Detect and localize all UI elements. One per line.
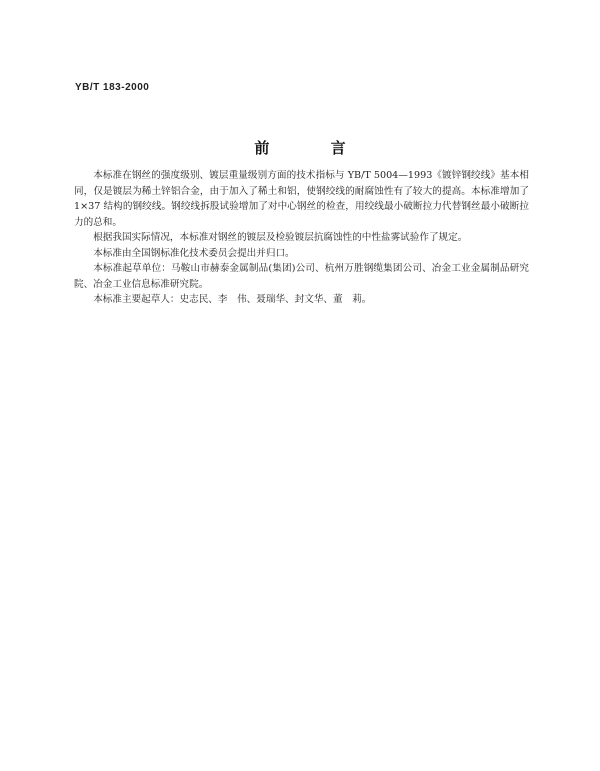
- foreword-body: [74, 168, 529, 308]
- paragraph-salt-spray: 根据我国实际情况，本标准对钢丝的镀层及检验镀层抗腐蚀性的中性盐雾试验作了规定。: [93, 232, 468, 243]
- paragraph-drafters: 本标准主要起草人：史志民、李 伟、聂瑞华、封文华、董 莉。: [93, 294, 372, 305]
- paragraph-drafting-units: 本标准起草单位：马鞍山市赫泰金属制品(集团)公司、杭州万胜钢缆集团公司、冶金工业金属制品研究院、冶金工业信息标准研究院。: [74, 263, 529, 290]
- standard-code: YB/T 183-2000: [75, 82, 150, 93]
- paragraph-technical-scope: 本标准在钢丝的强度级别、镀层重量级别方面的技术指标与 YB/T 5004—1993《镀锌钢绞线》基本相同，仅是镀层为稀土锌铝合金，由于加入了稀土和铝，使钢绞线的耐腐蚀性有了较大的提高。本标准增加了 1×37 结构的钢绞线。钢绞线拆股试验增加了对中心钢丝的检查，用绞线最小破断拉力代替钢丝最小破断拉力的总和。: [74, 170, 529, 228]
- page-title: 前 言: [254, 139, 374, 157]
- paragraph-proposer: 本标准由全国钢标准化技术委员会提出并归口。: [93, 247, 295, 259]
